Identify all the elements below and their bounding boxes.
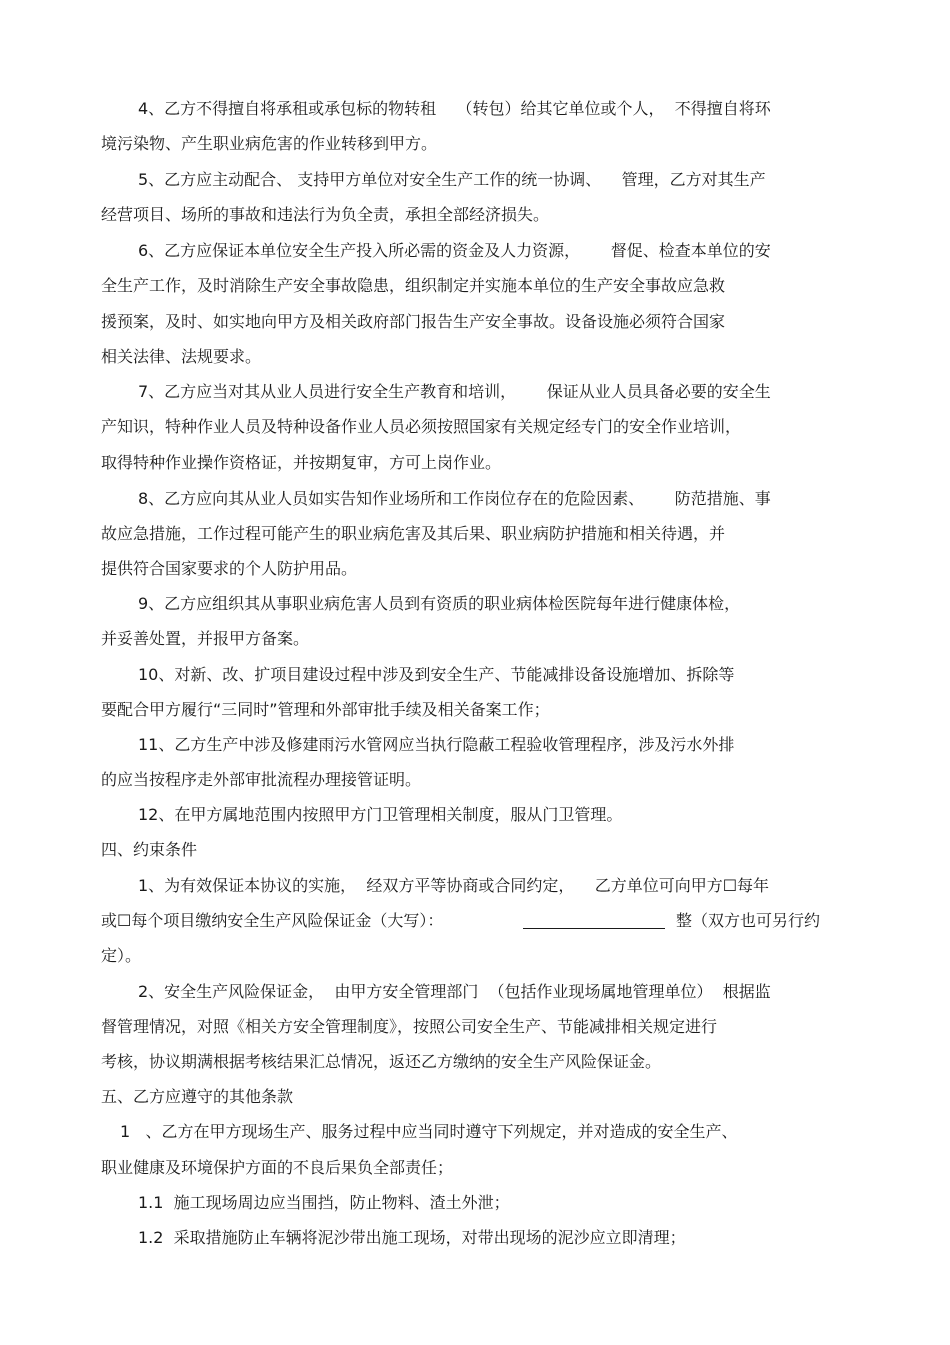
clause-3-7-line-3: 取得特种作业操作资格证，并按期复审，方可上岗作业。 bbox=[101, 453, 502, 472]
clause-3-9-line-1: 9、乙方应组织其从事职业病危害人员到有资质的职业病体检医院每年进行健康体检， bbox=[138, 594, 741, 613]
clause-3-8-line-1: 8、乙方应向其从业人员如实告知作业场所和工作岗位存在的危险因素、 防范措施、事 bbox=[138, 489, 771, 508]
clause-3-8-line-2: 故应急措施，工作过程可能产生的职业病危害及其后果、职业病防护措施和相关待遇，并 bbox=[101, 524, 726, 543]
clause-4-1-line-2: 或☐每个项目缴纳安全生产风险保证金（大写）： bbox=[101, 911, 444, 930]
clause-5-1-line-2: 职业健康及环境保护方面的不良后果负全部责任； bbox=[101, 1158, 454, 1177]
section-5-heading: 五、乙方应遵守的其他条款 bbox=[101, 1087, 294, 1106]
clause-4-1-line-3: 定）。 bbox=[101, 946, 142, 965]
clause-4-2-line-3: 考核，协议期满根据考核结果汇总情况，返还乙方缴纳的安全生产风险保证金。 bbox=[101, 1052, 662, 1071]
clause-3-4-line-2: 境污染物、产生职业病危害的作业转移到甲方。 bbox=[101, 134, 438, 153]
clause-3-4-line-1: 4、乙方不得擅自将承租或承包标的物转租 （转包）给其它单位或个人， 不得擅自将环 bbox=[138, 99, 771, 118]
clause-3-11-line-2: 的应当按程序走外部审批流程办理接管证明。 bbox=[101, 770, 422, 789]
clause-4-1-line-2-tail: 整（双方也可另行约 bbox=[676, 911, 821, 930]
clause-5-1-line-1: 1 、乙方在甲方现场生产、服务过程中应当同时遵守下列规定，并对造成的安全生产、 bbox=[120, 1122, 738, 1141]
deposit-amount-blank bbox=[523, 928, 665, 929]
section-4-heading: 四、约束条件 bbox=[101, 840, 198, 859]
clause-3-7-line-1: 7、乙方应当对其从业人员进行安全生产教育和培训， 保证从业人员具备必要的安全生 bbox=[138, 382, 771, 401]
clause-3-8-line-3: 提供符合国家要求的个人防护用品。 bbox=[101, 559, 358, 578]
clause-3-10-line-2: 要配合甲方履行“三同时”管理和外部审批手续及相关备案工作； bbox=[101, 700, 550, 719]
clause-5-1-2: 1.2 采取措施防止车辆将泥沙带出施工现场，对带出现场的泥沙应立即清理； bbox=[138, 1228, 686, 1247]
clause-4-2-line-1: 2、安全生产风险保证金， 由甲方安全管理部门 （包括作业现场属地管理单位） 根据监 bbox=[138, 982, 771, 1001]
clause-3-6-line-3: 援预案，及时、如实地向甲方及相关政府部门报告生产安全事故。设备设施必须符合国家 bbox=[101, 312, 726, 331]
clause-3-7-line-2: 产知识，特种作业人员及特种设备作业人员必须按照国家有关规定经专门的安全作业培训， bbox=[101, 417, 742, 436]
clause-3-11-line-1: 11、乙方生产中涉及修建雨污水管网应当执行隐蔽工程验收管理程序，涉及污水外排 bbox=[138, 735, 735, 754]
clause-3-10-line-1: 10、对新、改、扩项目建设过程中涉及到安全生产、节能减排设备设施增加、拆除等 bbox=[138, 665, 735, 684]
clause-3-9-line-2: 并妥善处置，并报甲方备案。 bbox=[101, 629, 310, 648]
clause-3-12-line-1: 12、在甲方属地范围内按照甲方门卫管理相关制度，服从门卫管理。 bbox=[138, 805, 623, 824]
clause-3-6-line-4: 相关法律、法规要求。 bbox=[101, 347, 262, 366]
clause-3-6-line-2: 全生产工作，及时消除生产安全事故隐患，组织制定并实施本单位的生产安全事故应急救 bbox=[101, 276, 726, 295]
clause-4-2-line-2: 督管理情况，对照《相关方安全管理制度》，按照公司安全生产、节能减排相关规定进行 bbox=[101, 1017, 718, 1036]
clause-3-6-line-1: 6、乙方应保证本单位安全生产投入所必需的资金及人力资源， 督促、检查本单位的安 bbox=[138, 241, 771, 260]
clause-5-1-1: 1.1 施工现场周边应当围挡，防止物料、渣土外泄； bbox=[138, 1193, 510, 1212]
clause-3-5-line-1: 5、乙方应主动配合、 支持甲方单位对安全生产工作的统一协调、 管理，乙方对其生产 bbox=[138, 170, 766, 189]
clause-3-5-line-2: 经营项目、场所的事故和违法行为负全责，承担全部经济损失。 bbox=[101, 205, 550, 224]
clause-4-1-line-1: 1、为有效保证本协议的实施， 经双方平等协商或合同约定， 乙方单位可向甲方☐每年 bbox=[138, 876, 770, 895]
